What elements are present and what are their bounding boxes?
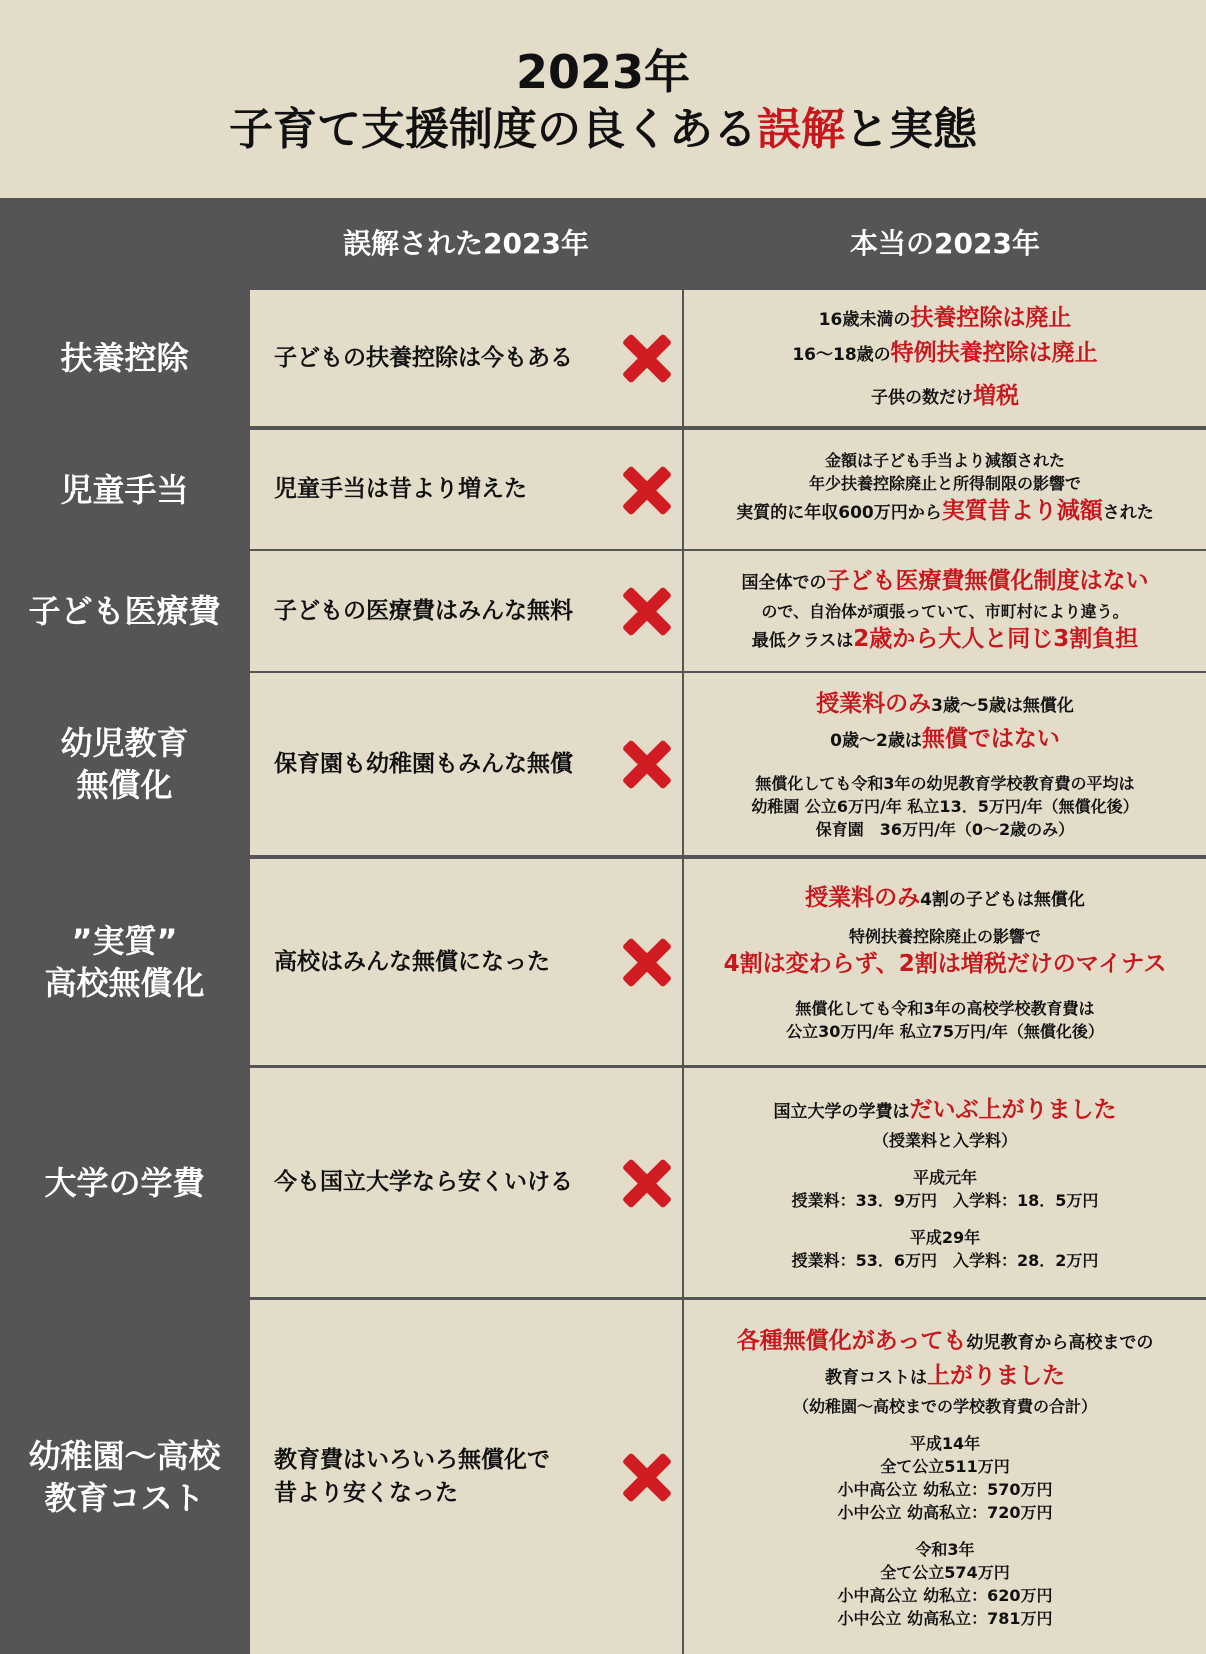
truth-line	[819, 302, 1072, 337]
truth-line: 年少扶養控除廃止と所得制限の影響で	[808, 474, 1081, 493]
table-row-medical-cost	[0, 551, 1206, 671]
truth-text: された	[1102, 503, 1154, 523]
truth-text: 3歳～5歳は無償化	[931, 695, 1074, 716]
table-row-university	[0, 1068, 1206, 1297]
row-label-text: 児童手当	[60, 470, 189, 509]
truth-line	[792, 337, 1097, 372]
truth-line: （幼稚園～高校までの学校教育費の合計）	[792, 1396, 1097, 1416]
truth-line	[825, 1360, 1065, 1395]
row-label	[0, 1068, 249, 1297]
truth-line: 小中高公立 幼私立：570万円	[837, 1479, 1053, 1499]
page-title-year: 2023年	[515, 45, 691, 99]
comparison-table	[0, 198, 1206, 1654]
truth-line: 全て公立511万円	[880, 1456, 1010, 1476]
truth-text: 4割の子どもは無償化	[920, 889, 1085, 910]
table-row-high-school	[0, 859, 1206, 1065]
truth-cell	[684, 430, 1206, 549]
title-highlight: 誤解	[757, 104, 845, 155]
x-mark-icon	[622, 937, 672, 987]
truth-cell	[684, 551, 1206, 671]
myth-cell	[250, 551, 682, 671]
myth-text: 子どもの扶養控除は今もある	[274, 344, 573, 371]
truth-highlight: 増税	[973, 382, 1019, 409]
table-row-dependent-deduction	[0, 290, 1206, 426]
truth-highlight: 実質昔より減額	[941, 498, 1103, 524]
truth-line: 無償化しても令和3年の幼児教育学校教育費の平均は	[755, 773, 1135, 793]
truth-line: 授業料：33．9万円 入学料：18．5万円	[791, 1190, 1099, 1210]
truth-line: 令和3年	[915, 1539, 975, 1559]
x-mark-icon	[622, 1452, 672, 1502]
truth-line: （授業料と入学料）	[872, 1130, 1017, 1150]
truth-text: 16～18歳の	[792, 344, 891, 365]
truth-text: 国立大学の学費は	[773, 1101, 910, 1122]
truth-line: 小中公立 幼高私立：720万円	[837, 1502, 1053, 1522]
row-label-text: 大学の学費	[44, 1163, 205, 1202]
truth-highlight: 子ども医療費無償化制度はない	[826, 567, 1149, 594]
truth-line: 金額は子ども手当より減額された	[824, 451, 1065, 470]
title-text-end: と実態	[845, 104, 977, 155]
column-header-truth: 本当の2023年	[850, 227, 1040, 260]
table-row-early-education	[0, 673, 1206, 855]
x-mark-icon	[622, 333, 672, 383]
myth-cell	[250, 1068, 682, 1297]
truth-text: 国全体での	[741, 572, 827, 593]
row-label-text: 幼稚園～高校 教育コスト	[28, 1437, 221, 1517]
truth-highlight: だいぶ上がりました	[909, 1096, 1117, 1123]
myth-text: 児童手当は昔より増えた	[274, 476, 527, 502]
truth-highlight: 授業料のみ	[816, 690, 932, 717]
myth-text: 保育園も幼稚園もみんな無償	[274, 750, 573, 777]
x-mark-icon	[622, 586, 672, 636]
table-row-child-allowance	[0, 430, 1206, 549]
row-label-text: 幼児教育 無償化	[60, 724, 189, 804]
truth-cell	[684, 1300, 1206, 1654]
row-label	[0, 290, 249, 426]
truth-line: 平成元年	[912, 1167, 977, 1187]
row-label	[0, 1300, 249, 1654]
truth-highlight: 4割は変わらず、2割は増税だけのマイナス	[723, 950, 1167, 977]
truth-text: 幼児教育から高校までの	[966, 1332, 1154, 1353]
truth-line	[737, 1325, 1154, 1360]
myth-cell	[250, 430, 682, 549]
truth-cell	[684, 673, 1206, 855]
row-label-text: ”実質” 高校無償化	[44, 922, 205, 1002]
row-label	[0, 551, 249, 671]
myth-cell	[250, 290, 682, 426]
page-title	[0, 102, 1206, 158]
row-label	[0, 859, 249, 1065]
truth-line: 保育園 36万円/年（0～2歳のみ）	[815, 819, 1075, 839]
x-mark-icon	[622, 739, 672, 789]
x-mark-icon	[622, 1158, 672, 1208]
truth-text: 教育コストは	[825, 1367, 927, 1388]
truth-line: 幼稚園 公立6万円/年 私立13．5万円/年（無償化後）	[751, 796, 1139, 816]
truth-line	[830, 723, 1060, 758]
truth-highlight: 2歳から大人と同じ3割負担	[853, 625, 1139, 652]
truth-text: 0歳～2歳は	[830, 730, 922, 751]
truth-line	[774, 1094, 1117, 1129]
truth-line: 無償化しても令和3年の高校学校教育費は	[795, 998, 1095, 1018]
truth-line	[742, 565, 1149, 600]
truth-line: 平成29年	[909, 1227, 981, 1247]
truth-highlight: 扶養控除は廃止	[910, 304, 1072, 331]
myth-text: 高校はみんな無償になった	[274, 948, 550, 975]
truth-highlight: 授業料のみ	[805, 884, 921, 911]
myth-text: 今も国立大学なら安くいける	[274, 1169, 573, 1195]
truth-highlight: 特例扶養控除は廃止	[890, 339, 1098, 366]
truth-line: 平成14年	[909, 1433, 981, 1453]
truth-highlight: 各種無償化があっても	[736, 1327, 967, 1354]
myth-cell	[250, 1300, 682, 1654]
truth-line: 特例扶養控除廃止の影響で	[848, 926, 1041, 946]
row-label-text: 扶養控除	[60, 339, 189, 377]
truth-cell	[684, 859, 1206, 1065]
row-label	[0, 673, 249, 855]
truth-line: 全て公立574万円	[880, 1562, 1010, 1582]
truth-line	[724, 948, 1167, 983]
myth-text: 教育費はいろいろ無償化で 昔より安くなった	[274, 1447, 550, 1506]
truth-line: ので、自治体が頑張っていて、市町村により違う。	[761, 601, 1129, 621]
truth-cell	[684, 290, 1206, 426]
truth-line	[871, 380, 1019, 415]
truth-line: 公立30万円/年 私立75万円/年（無償化後）	[786, 1021, 1104, 1041]
myth-cell	[250, 673, 682, 855]
truth-text: 16歳未満の	[818, 309, 911, 330]
table-row-education-cost	[0, 1300, 1206, 1654]
truth-line: 授業料：53．6万円 入学料：28．2万円	[791, 1250, 1099, 1270]
truth-line: 小中公立 幼高私立：781万円	[837, 1608, 1053, 1628]
truth-text: 子供の数だけ	[871, 387, 973, 408]
x-mark-icon	[622, 465, 672, 515]
myth-cell	[250, 859, 682, 1065]
page-header	[0, 0, 1206, 198]
column-header-myth: 誤解された2023年	[343, 227, 589, 260]
truth-text: 実質的に年収600万円から	[736, 503, 942, 523]
truth-highlight: 無償ではない	[921, 725, 1060, 752]
title-text: 子育て支援制度の良くある	[229, 104, 757, 155]
truth-text: 最低クラスは	[751, 630, 854, 651]
truth-cell	[684, 1068, 1206, 1297]
truth-line: 小中高公立 幼私立：620万円	[837, 1585, 1053, 1605]
truth-line	[736, 495, 1154, 530]
row-label	[0, 430, 249, 549]
truth-line	[816, 688, 1074, 723]
truth-line	[805, 882, 1085, 917]
myth-text: 子どもの医療費はみんな無料	[274, 597, 573, 624]
truth-line	[752, 623, 1139, 658]
truth-highlight: 上がりました	[927, 1362, 1065, 1389]
row-label-text: 子ども医療費	[28, 592, 221, 630]
